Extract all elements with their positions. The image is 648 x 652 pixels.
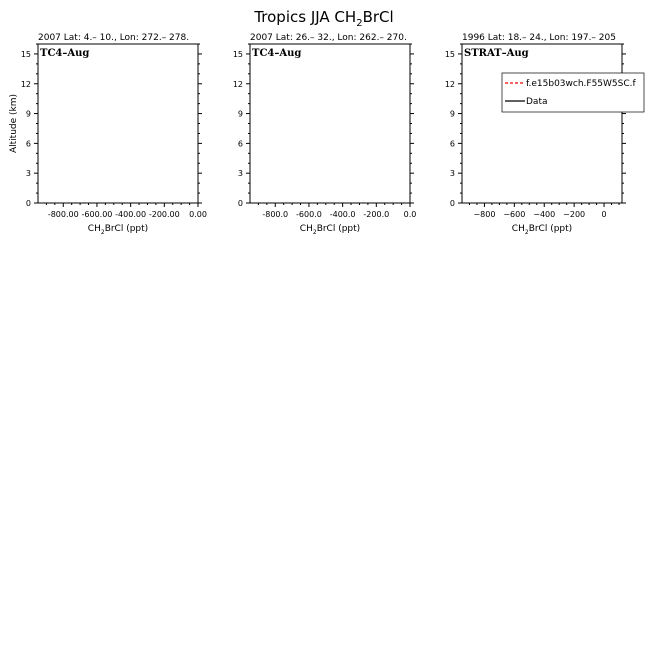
- panel-header: 1996 Lat: 18.– 24., Lon: 197.– 205: [462, 33, 616, 43]
- y-tick-label: 6: [25, 139, 31, 149]
- legend: [502, 73, 644, 112]
- plot-frame: [250, 44, 410, 203]
- x-tick-label: −600: [503, 210, 526, 219]
- y-tick-label: 15: [232, 49, 243, 59]
- panel-2: [233, 33, 417, 236]
- figure-title-tail: BrCl: [362, 8, 394, 26]
- plot-frame: [462, 44, 622, 203]
- y-tick-label: 0: [449, 199, 455, 208]
- panel-header: 2007 Lat: 26.– 32., Lon: 262.– 270.: [250, 33, 407, 43]
- y-tick-label: 3: [237, 169, 243, 179]
- y-tick-label: 9: [25, 109, 31, 119]
- x-tick-label: −200: [563, 210, 586, 219]
- y-tick-label: 9: [449, 109, 455, 119]
- x-tick-label: −800: [473, 210, 496, 219]
- x-tick-label: -400.00: [115, 210, 147, 219]
- figure-title-subscript: 2: [356, 18, 363, 29]
- y-tick-label: 12: [20, 79, 31, 89]
- y-tick-label: 15: [444, 49, 455, 59]
- y-tick-label: 6: [237, 139, 243, 149]
- y-tick-label: 3: [449, 169, 455, 179]
- panels: [9, 33, 644, 236]
- x-axis-label: $CH_2BrCl$ (ppt): [511, 224, 573, 236]
- y-tick-label: 12: [444, 79, 455, 89]
- x-tick-label: -800.00: [47, 210, 79, 219]
- campaign-label: TC4–Aug: [252, 48, 302, 59]
- x-tick-label: -200.0: [363, 210, 390, 219]
- x-tick-label: 0.0: [403, 210, 417, 219]
- y-tick-label: 12: [232, 79, 243, 89]
- panel-header: 2007 Lat: 4.– 10., Lon: 272.– 278.: [38, 33, 190, 43]
- legend-label: f.e15b03wch.F55W5SC.f: [526, 79, 636, 89]
- y-tick-label: 0: [25, 199, 31, 208]
- panel-1: [9, 33, 207, 236]
- y-tick-label: 9: [237, 109, 243, 119]
- panel-3: [445, 33, 644, 236]
- campaign-label: STRAT–Aug: [464, 48, 529, 59]
- y-tick-label: 15: [20, 49, 31, 59]
- plot-frame: [38, 44, 198, 203]
- x-tick-label: -800.0: [262, 210, 289, 219]
- x-axis-label: $CH_2BrCl$ (ppt): [87, 224, 149, 236]
- y-tick-label: 3: [25, 169, 31, 179]
- campaign-label: TC4–Aug: [40, 48, 90, 59]
- x-tick-label: −400: [533, 210, 556, 219]
- x-tick-label: -600.00: [81, 210, 113, 219]
- x-tick-label: -400.0: [329, 210, 356, 219]
- x-tick-label: 0.00: [189, 210, 207, 219]
- figure-title: [253, 8, 393, 29]
- figure-title-main: Tropics JJA CH: [254, 8, 357, 26]
- x-tick-label: -200.00: [148, 210, 180, 219]
- x-tick-label: 0: [601, 210, 607, 219]
- y-tick-label: 0: [237, 199, 243, 208]
- x-axis-label: $CH_2BrCl$ (ppt): [299, 224, 361, 236]
- y-axis-label: Altitude (km): [9, 93, 19, 154]
- x-tick-label: -600.0: [296, 210, 322, 219]
- y-tick-label: 6: [449, 139, 455, 149]
- legend-label: Data: [526, 97, 548, 107]
